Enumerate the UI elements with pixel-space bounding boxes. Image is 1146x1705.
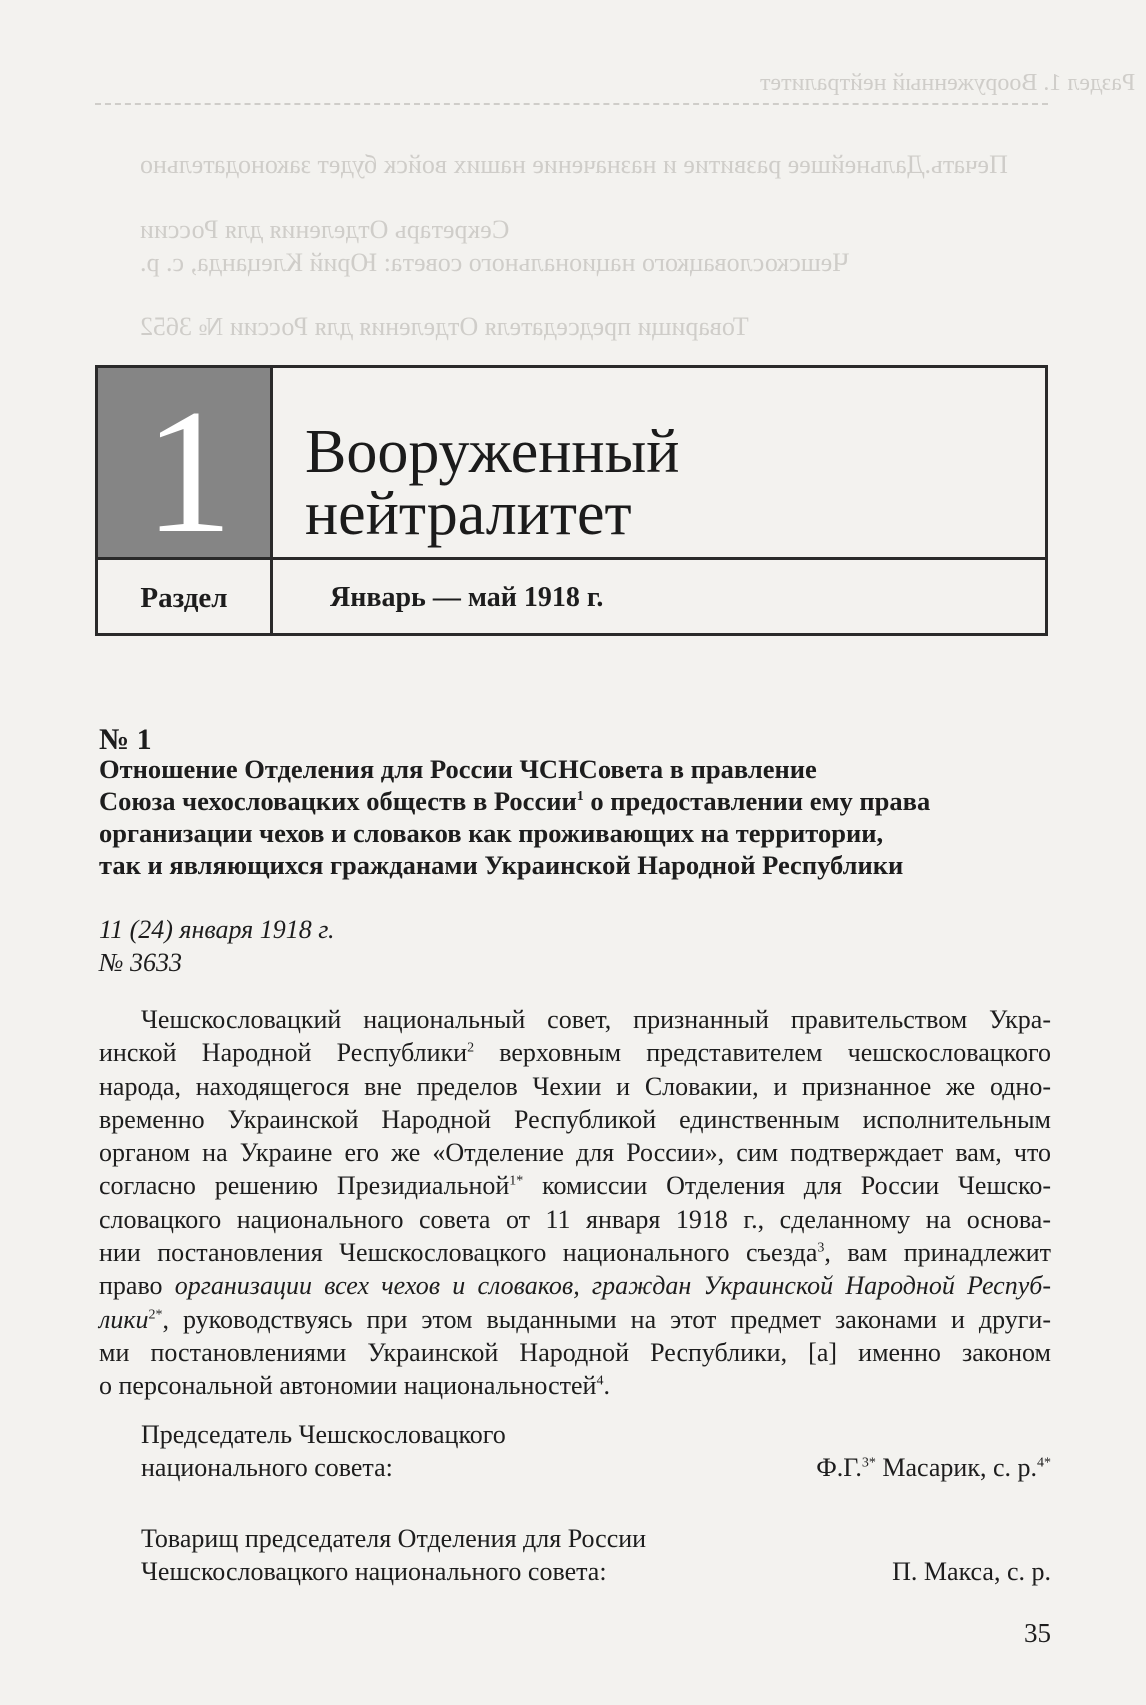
- footnote-ref: 4*: [1037, 1455, 1051, 1471]
- body-line: [99, 1169, 1051, 1202]
- body-text: нии постановления Чешскословацкого национального съезда: [99, 1238, 818, 1268]
- body-text: согласно решению Президиальной: [99, 1171, 510, 1201]
- document-reg-number: № 3633: [99, 948, 183, 977]
- signature-name: [816, 1451, 1051, 1484]
- bleed-through-text: Товарищи председателя Отделения для России № 3652: [140, 312, 749, 341]
- section-number: 1: [144, 372, 233, 560]
- section-period: Январь — май 1918 г.: [330, 582, 604, 613]
- body-line: [99, 1036, 1051, 1069]
- bleed-through-text: Секретарь Отделения для России: [140, 215, 510, 244]
- section-number-cell: [98, 368, 273, 560]
- document-title-line: так и являющихся гражданами Украинской Народной Республики: [99, 850, 904, 880]
- body-line: [99, 1303, 1051, 1336]
- body-line: словацкого национального совета от 11 января 1918 г., сделанному на основа-: [99, 1204, 1051, 1234]
- signature-name: П. Макса, с. р.: [892, 1557, 1051, 1586]
- footnote-ref: 2*: [148, 1307, 163, 1323]
- body-line: ми постановлениями Украинской Народной Республики, [а] именно законом: [99, 1337, 1051, 1367]
- body-text: право: [99, 1271, 175, 1301]
- document-title: [99, 753, 1051, 881]
- body-text: .: [603, 1371, 610, 1401]
- title-text: о предоставлении ему права: [583, 786, 931, 816]
- body-text: комиссии Отделения для России Чешско-: [523, 1171, 1051, 1201]
- body-text: , руководствуясь при этом выданными на этот предмет законами и други-: [162, 1304, 1051, 1334]
- bleed-through-rule: [95, 103, 1048, 105]
- document-title-line: [99, 785, 1051, 817]
- page-number: 35: [1024, 1618, 1051, 1648]
- footnote-ref: 1: [576, 789, 584, 805]
- body-text: верховным представителем чешскословацкого: [474, 1038, 1051, 1068]
- body-text: инской Народной Республики: [99, 1038, 468, 1068]
- footnote-ref: 1*: [509, 1173, 524, 1189]
- signature-title: национального совета:: [141, 1453, 393, 1482]
- signature-title: Чешскословацкого национального совета:: [141, 1557, 607, 1586]
- signature-row: [99, 1418, 1051, 1451]
- body-line: [99, 1236, 1051, 1269]
- document-title-line: организации чехов и словаков как проживающих на территории,: [99, 818, 884, 848]
- signature-title: Товарищ председателя Отделения для России: [141, 1524, 647, 1553]
- section-title-cell: [273, 368, 1045, 560]
- signature-text: Масарик, с. р.: [875, 1453, 1037, 1482]
- body-text: , вам принадлежит: [824, 1238, 1051, 1268]
- footnote-ref: 4: [596, 1373, 604, 1389]
- section-header-box: [95, 365, 1048, 636]
- section-title-line-1: Вооруженный: [305, 418, 680, 486]
- title-text: Союза чехословацких обществ в России: [99, 786, 577, 816]
- body-line: [99, 1269, 1051, 1302]
- body-line: [99, 1369, 1051, 1402]
- footnote-ref: 3*: [861, 1455, 876, 1471]
- body-text-italic: лики: [99, 1304, 149, 1334]
- body-line: органом на Украине его же «Отделение для России», сим подтверждает вам, что: [99, 1138, 1051, 1168]
- signature-text: Ф.Г.: [816, 1453, 862, 1482]
- document-body: [99, 1003, 1051, 1403]
- signature-block-chairman: [99, 1418, 1051, 1484]
- signature-row: [99, 1522, 1051, 1555]
- bleed-through-text: Печать.Дальнейшее развитие и назначение наших войск будет законодательно: [140, 150, 1008, 179]
- signature-row: [99, 1555, 1051, 1588]
- document-date: 11 (24) января 1918 г.: [99, 915, 335, 944]
- body-line: временно Украинской Народной Республикой единственным исполнительным: [99, 1104, 1051, 1134]
- document-title-line: Отношение Отделения для России ЧСНСовета в правление: [99, 754, 817, 784]
- body-line: Чешскословацкий национальный совет, признанный правительством Укра-: [141, 1005, 1051, 1034]
- document-number: № 1: [99, 723, 152, 756]
- footnote-ref: 3: [817, 1240, 825, 1256]
- body-text-italic: организации всех чехов и словаков, граждан Украинской Народной Респуб-: [174, 1271, 1051, 1301]
- section-title-line-2: нейтралитет: [305, 480, 632, 548]
- signature-title: Председатель Чешскословацкого: [141, 1420, 506, 1449]
- signature-row: [99, 1451, 1051, 1484]
- body-line: народа, находящегося вне пределов Чехии и Словакии, и признанное же одно-: [99, 1071, 1051, 1101]
- bleed-through-text: Чешскословацкого национального совета: Юрий Клецанда, с. р.: [140, 248, 850, 277]
- section-label: Раздел: [98, 560, 273, 633]
- footnote-ref: 2: [467, 1040, 475, 1056]
- body-text: о персональной автономии национальностей: [99, 1371, 597, 1401]
- signature-block-deputy: [99, 1522, 1051, 1588]
- bleed-through-text: Раздел 1. Вооруженный нейтралитет: [760, 70, 1136, 96]
